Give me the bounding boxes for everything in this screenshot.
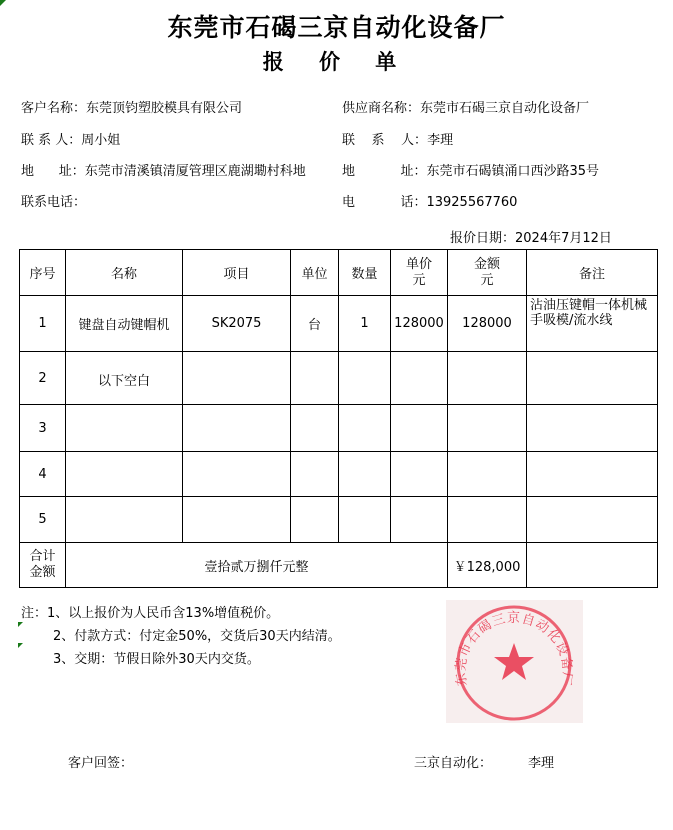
header-price: [391, 250, 448, 296]
document-title: 报 价 单: [262, 49, 411, 74]
row-remark: [527, 497, 658, 543]
header-amount-line1: 金额: [473, 256, 500, 272]
supplier-name-value: 东莞市石碣三京自动化设备厂: [420, 101, 590, 116]
table-header-row: [20, 250, 658, 296]
header-unit: 单位: [291, 250, 339, 296]
supplier-name-label: 供应商名称：: [342, 101, 421, 116]
row-unit: [291, 405, 339, 452]
cell-corner-marker: [0, 0, 6, 6]
row-name: 键盘自动键帽机: [66, 296, 183, 352]
quote-date-row: [450, 227, 612, 246]
row-amount: [448, 452, 527, 497]
total-label-line2: 金额: [29, 565, 56, 580]
row-amount: 128000: [448, 296, 527, 352]
total-remark: [527, 543, 658, 588]
row-unit: [291, 452, 339, 497]
customer-contact-label: 联 系 人：: [21, 133, 82, 148]
row-no: 5: [20, 497, 66, 543]
header-remark: 备注: [527, 250, 658, 296]
supplier-contact-value: 李理: [427, 133, 454, 148]
total-label: [20, 543, 66, 588]
customer-name-row: [21, 97, 242, 116]
customer-address-value: 东莞市清溪镇清厦管理区鹿湖墈村科地: [84, 164, 306, 179]
supplier-address-value: 东莞市石碣镇涌口西沙路35号: [426, 164, 600, 179]
supplier-phone-value: 13925567760: [426, 195, 518, 210]
note-line-2: 2、付款方式：付定金50%，交货后30天内结清。: [53, 629, 341, 644]
row-remark: [527, 405, 658, 452]
cell-comment-marker: [18, 643, 23, 648]
quote-table: [19, 249, 658, 588]
row-qty: [339, 497, 391, 543]
supplier-address-label: 地 址：: [342, 164, 427, 179]
note-line-1: 注：1、以上报价为人民币含13%增值税价。: [21, 606, 280, 621]
supplier-name-row: [342, 97, 589, 116]
row-no: 3: [20, 405, 66, 452]
row-remark: [527, 352, 658, 405]
row-price: [391, 452, 448, 497]
row-name: 以下空白: [66, 352, 183, 405]
supplier-phone-label: 电 话：: [342, 195, 427, 210]
table-row: [20, 405, 658, 452]
row-no: 2: [20, 352, 66, 405]
row-name: [66, 452, 183, 497]
row-item: SK2075: [183, 296, 291, 352]
row-qty: [339, 405, 391, 452]
row-no: 1: [20, 296, 66, 352]
row-qty: 1: [339, 296, 391, 352]
customer-phone-label: 联系电话：: [21, 195, 87, 210]
row-name: [66, 405, 183, 452]
customer-reply-label: 客户回签：: [68, 756, 134, 771]
company-title: 东莞市石碣三京自动化设备厂: [167, 13, 506, 42]
company-seal: [446, 600, 583, 723]
row-item: [183, 405, 291, 452]
customer-address-label: 地 址：: [21, 164, 85, 179]
supplier-phone-row: [342, 191, 517, 210]
row-no: 4: [20, 452, 66, 497]
supplier-sign-label: 三京自动化：: [414, 756, 493, 771]
row-price: [391, 352, 448, 405]
row-price: 128000: [391, 296, 448, 352]
quote-date-value: 2024年7月12日: [515, 231, 612, 246]
customer-phone-row: [21, 191, 86, 210]
header-name: 名称: [66, 250, 183, 296]
row-amount: [448, 405, 527, 452]
table-row: [20, 452, 658, 497]
customer-contact-row: [21, 129, 120, 148]
table-row: [20, 296, 658, 352]
row-qty: [339, 452, 391, 497]
customer-name-label: 客户名称：: [21, 101, 87, 116]
row-item: [183, 352, 291, 405]
row-name: [66, 497, 183, 543]
row-price: [391, 405, 448, 452]
row-qty: [339, 352, 391, 405]
row-remark: 沾油压键帽一体机械手吸模/流水线: [527, 296, 658, 352]
customer-contact-value: 周小姐: [81, 133, 121, 148]
table-row: [20, 497, 658, 543]
header-amount-line2: 元: [480, 272, 494, 288]
header-qty: 数量: [339, 250, 391, 296]
row-unit: 台: [291, 296, 339, 352]
row-item: [183, 497, 291, 543]
total-amount: ￥128,000: [448, 543, 527, 588]
note-line-3: 3、交期：节假日除外30天内交货。: [53, 652, 260, 667]
table-row: [20, 352, 658, 405]
supplier-address-row: [342, 160, 599, 179]
row-unit: [291, 497, 339, 543]
total-in-words: 壹拾贰万捌仟元整: [66, 543, 448, 588]
customer-name-value: 东莞顶钧塑胶模具有限公司: [86, 101, 243, 116]
supplier-contact-row: [342, 129, 453, 148]
total-row: [20, 543, 658, 588]
row-item: [183, 452, 291, 497]
total-label-line1: 合计: [29, 549, 56, 564]
cell-comment-marker: [18, 622, 23, 627]
quote-date-label: 报价日期：: [450, 231, 516, 246]
header-amount: [448, 250, 527, 296]
row-remark: [527, 452, 658, 497]
customer-address-row: [21, 160, 306, 179]
header-no: 序号: [20, 250, 66, 296]
header-item: 项目: [183, 250, 291, 296]
row-price: [391, 497, 448, 543]
supplier-contact-label: 联 系 人：: [342, 133, 428, 148]
row-unit: [291, 352, 339, 405]
header-price-line1: 单价: [405, 256, 432, 272]
seal-text: 东莞市石碣三京自动化设备厂: [453, 611, 575, 688]
row-amount: [448, 497, 527, 543]
header-price-line2: 元: [412, 272, 426, 288]
supplier-signer: 李理: [528, 756, 555, 771]
row-amount: [448, 352, 527, 405]
